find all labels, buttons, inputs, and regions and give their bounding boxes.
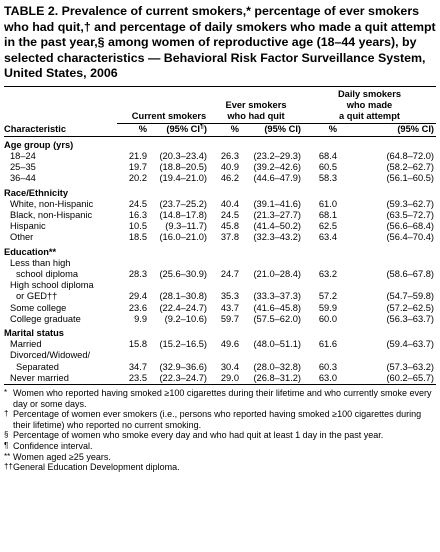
footnote-text: Women who reported having smoked ≥100 cigarettes during their lifetime and who currently smoke every day or some days. [13,388,432,409]
current-pct: 24.5 [128,198,147,209]
table-row [4,162,436,173]
daily-ci: (56.6–68.4) [386,221,434,232]
current-ci: (9.2–10.6) [164,313,207,324]
current-pct: 23.6 [128,302,147,313]
group-header-daily-l2: who made [346,100,393,111]
ever-pct: 29.0 [209,373,239,385]
row-label: Married [10,339,42,350]
ever-ci: (48.0–51.1) [253,339,301,350]
row-label: school diploma [16,269,79,280]
footnote [4,388,436,409]
daily-ci: (56.1–60.5) [386,173,434,184]
table-row [4,173,436,184]
table-row [4,269,436,280]
table-row [4,362,436,373]
table-row [4,199,436,210]
table-row [4,339,436,350]
ever-pct: 49.6 [220,339,239,350]
current-pct: 34.7 [128,361,147,372]
footnote-mark: § [4,430,9,440]
daily-pct: 58.3 [318,173,337,184]
daily-ci: (58.2–62.7) [386,162,434,173]
footnote [4,441,436,452]
row-label: Never married [4,373,117,385]
col-daily-ci: (95% CI) [337,123,436,136]
section-label: Education** [4,246,57,257]
daily-pct: 62.5 [318,221,337,232]
current-pct: 9.9 [134,313,147,324]
table-row [4,314,436,325]
ever-ci: (41.6–45.8) [253,302,301,313]
ever-ci: (41.4–50.2) [253,221,301,232]
section-header [4,185,436,199]
footnote-mark: †† [4,462,13,472]
daily-pct: 61.0 [318,198,337,209]
ever-pct: 45.8 [220,221,239,232]
row-label: White, non-Hispanic [10,198,94,209]
current-pct: 20.2 [128,173,147,184]
table-row [4,291,436,302]
ever-pct: 35.3 [220,291,239,302]
table-body [4,136,436,384]
group-header-daily-l1: Daily smokers [303,86,436,100]
footnote [4,430,436,441]
row-label: or GED†† [16,291,58,302]
col-current-ci: (95% CI¶) [147,123,209,136]
current-ci: (25.6–30.9) [159,269,207,280]
ever-ci: (33.3–37.3) [253,291,301,302]
footnote-mark: * [4,388,8,398]
footnote-mark: † [4,409,9,419]
table-row [4,151,436,162]
row-label: 25–35 [10,162,36,173]
group-header-current: Current smokers [117,111,209,123]
section-label: Race/Ethnicity [4,187,69,198]
col-ever-pct: % [209,123,239,136]
current-ci: (16.0–21.0) [159,232,207,243]
table-row-label-line [4,280,436,291]
current-ci: (22.4–24.7) [159,302,207,313]
section-header [4,325,436,339]
col-characteristic: Characteristic [4,123,117,136]
ever-pct: 26.3 [220,150,239,161]
current-pct: 29.4 [128,291,147,302]
footnote-text: Confidence interval. [13,441,93,452]
table-row [4,210,436,221]
daily-pct: 68.4 [318,150,337,161]
row-label: Divorced/Widowed/ [10,350,91,361]
daily-ci: (63.5–72.7) [386,210,434,220]
row-label: Separated [16,361,59,372]
current-ci: (22.3–24.7) [147,373,209,385]
daily-ci: (59.3–62.7) [386,198,434,209]
group-header-daily-l3: a quit attempt [303,111,436,123]
footnote-mark: ** [4,451,11,461]
col-current-pct: % [117,123,147,136]
section-label: Age group (yrs) [4,139,74,150]
table-row [4,221,436,232]
ever-pct: 40.9 [220,162,239,173]
group-header-ever-l2: who had quit [209,111,303,123]
ever-pct: 59.7 [220,313,239,324]
table-row-label-line [4,350,436,361]
daily-ci: (59.4–63.7) [386,339,434,350]
ever-ci: (26.8–31.2) [239,373,303,385]
row-label: Hispanic [10,221,46,232]
daily-ci: (60.2–65.7) [337,373,436,385]
daily-pct: 63.0 [303,373,337,385]
section-header [4,244,436,258]
ever-pct: 24.7 [220,269,239,280]
daily-ci: (57.2–62.5) [386,302,434,313]
daily-pct: 60.3 [318,361,337,372]
col-ever-ci: (95% CI) [239,123,303,136]
daily-ci: (64.8–72.0) [386,150,434,161]
current-pct: 18.5 [128,232,147,243]
current-ci: (32.9–36.6) [159,361,207,372]
daily-pct: 57.2 [318,291,337,302]
ever-ci: (21.0–28.4) [253,269,301,280]
daily-pct: 60.5 [318,162,337,173]
footnote-text: Percentage of women ever smokers (i.e., persons who reported having smoked ≥100 cigarettes during their lifetime) who reported no current smoking. [13,409,422,430]
current-pct: 15.8 [128,339,147,350]
row-label: College graduate [10,313,81,324]
footnote-mark: ¶ [4,441,9,451]
row-label: Some college [10,302,67,313]
ever-ci: (21.3–27.7) [253,210,301,220]
ever-ci: (39.1–41.6) [253,198,301,209]
current-ci: (18.8–20.5) [159,162,207,173]
data-table [4,86,436,385]
row-label: 18–24 [10,150,36,161]
daily-pct: 68.1 [318,210,337,220]
current-ci: (20.3–23.4) [159,150,207,161]
current-ci: (23.7–25.2) [159,198,207,209]
current-pct: 10.5 [128,221,147,232]
ever-ci: (39.2–42.6) [253,162,301,173]
daily-pct: 63.2 [318,269,337,280]
daily-ci: (56.3–63.7) [386,313,434,324]
footnote [4,452,436,463]
current-pct: 16.3 [128,210,147,220]
ever-pct: 37.8 [220,232,239,243]
current-pct: 23.5 [117,373,147,385]
col-daily-pct: % [303,123,337,136]
row-label: Other [10,232,34,243]
table-title: TABLE 2. Prevalence of current smokers,* percentage of ever smokers who had quit,† and percentage of daily smokers who made a quit attempt in the past year,§ among women of reproductive age (18–44 years), by selected characteristics — Behavioral Risk Factor Surveillance System, United States, 2006 [4,4,436,81]
ever-pct: 30.4 [220,361,239,372]
section-label: Marital status [4,328,64,339]
daily-ci: (54.7–59.8) [386,291,434,302]
table-row-label-line [4,258,436,269]
daily-pct: 60.0 [318,313,337,324]
ever-ci: (23.2–29.3) [253,150,301,161]
ever-ci: (44.6–47.9) [253,173,301,184]
table-row [4,303,436,314]
current-ci: (9.3–11.7) [165,221,207,232]
daily-pct: 59.9 [318,302,337,313]
daily-ci: (56.4–70.4) [386,232,434,243]
footnote-text: Women aged ≥25 years. [13,451,111,462]
daily-ci: (57.3–63.2) [386,361,434,372]
ever-pct: 46.2 [220,173,239,184]
footnote [4,409,436,430]
footnote-text: Percentage of women who smoke every day and who had quit at least 1 day in the past year. [13,430,384,441]
footnotes [4,388,436,473]
row-label: Black, non-Hispanic [10,210,93,220]
daily-ci: (58.6–67.8) [386,269,434,280]
row-label: Less than high [10,257,71,268]
current-pct: 21.9 [128,150,147,161]
daily-pct: 61.6 [318,339,337,350]
group-header-ever-l1: Ever smokers [225,100,287,111]
footnote [4,462,436,473]
row-label: 36–44 [10,173,36,184]
current-ci: (14.8–17.8) [159,210,207,220]
row-label: High school diploma [10,280,94,291]
ever-pct: 43.7 [220,302,239,313]
current-pct: 28.3 [128,269,147,280]
table-page [4,0,436,473]
ever-pct: 40.4 [220,198,239,209]
section-header [4,136,436,151]
current-ci: (28.1–30.8) [159,291,207,302]
ever-pct: 24.5 [220,210,239,220]
ever-ci: (57.5–62.0) [253,313,301,324]
table-row [4,373,436,385]
ever-ci: (32.3–43.2) [253,232,301,243]
ever-ci: (28.0–32.8) [253,361,301,372]
table-row [4,232,436,243]
current-ci: (15.2–16.5) [159,339,207,350]
current-pct: 19.7 [128,162,147,173]
daily-pct: 63.4 [318,232,337,243]
current-ci: (19.4–21.0) [159,173,207,184]
footnote-text: General Education Development diploma. [13,462,180,473]
